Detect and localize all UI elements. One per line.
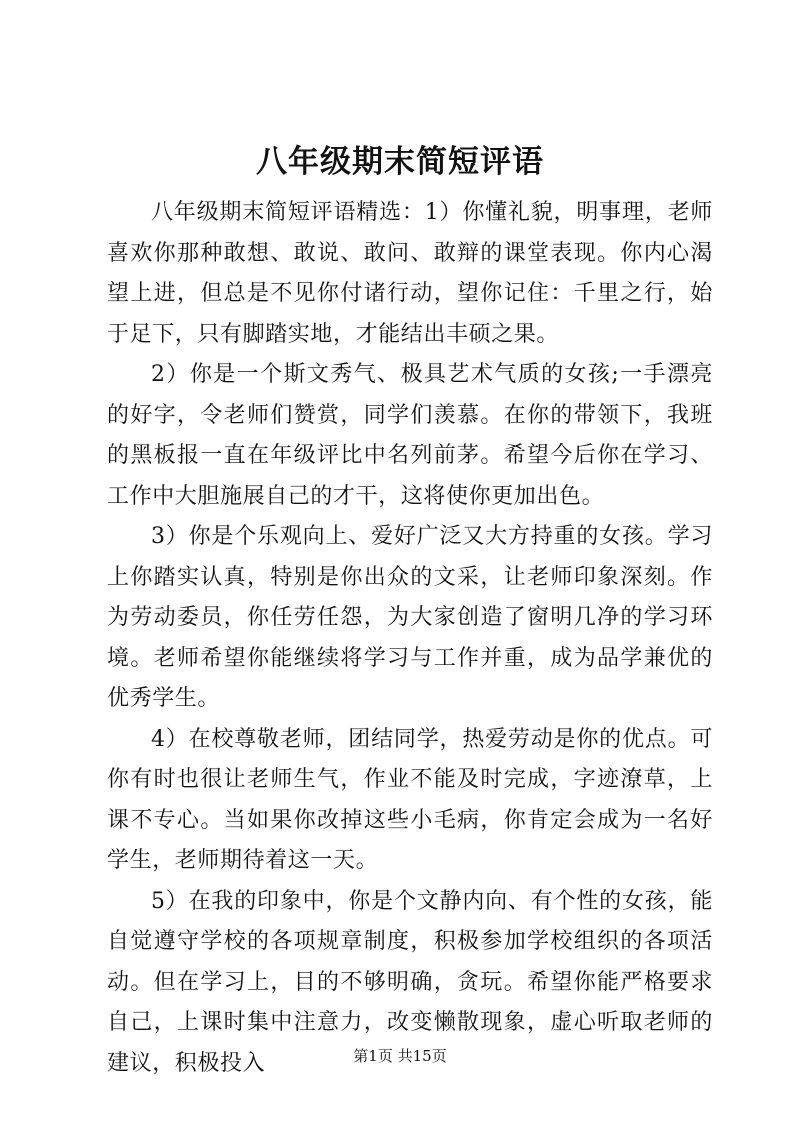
document-body [107,193,713,1084]
paragraph-comment-3: 3）你是个乐观向上、爱好广泛又大方持重的女孩。学习上你踏实认真，特别是你出众的文采，让老师印象深刻。作为劳动委员，你任劳任怨，为大家创造了窗明几净的学习环境。老师希望你能继续将学习与工作并重，成为品学兼优的优秀学生。 [107,524,713,711]
paragraph-comment-5: 5）在我的印象中，你是个文静内向、有个性的女孩，能自觉遵守学校的各项规章制度，积极参加学校组织的各项活动。但在学习上，目的不够明确，贪玩。希望你能严格要求自己，上课时集中注意力，改变懒散现象，虚心听取老师的建议，积极投入 [107,888,713,1076]
paragraph-comment-2: 2）你是一个斯文秀气、极具艺术气质的女孩;一手漂亮的好字，令老师们赞赏，同学们羡慕。在你的带领下，我班的黑板报一直在年级评比中名列前茅。希望今后你在学习、工作中大胆施展自己的才干，这将使你更加出色。 [107,362,713,509]
paragraph-intro: 八年级期末简短评语精选：1）你懂礼貌，明事理，老师喜欢你那种敢想、敢说、敢问、敢辩的课堂表现。你内心渴望上进，但总是不见你付诸行动，望你记住：千里之行，始于足下，只有脚踏实地，才能结出丰硕之果。 [107,200,713,347]
document-title: 八年级期末简短评语 [256,144,544,180]
page-number-footer: 第1页 共15页 [353,1047,447,1065]
paragraph-comment-4: 4）在校尊敬老师，团结同学，热爱劳动是你的优点。可你有时也很让老师生气，作业不能及时完成，字迹潦草，上课不专心。当如果你改掉这些小毛病，你肯定会成为一名好学生，老师期待着这一天。 [107,726,713,873]
